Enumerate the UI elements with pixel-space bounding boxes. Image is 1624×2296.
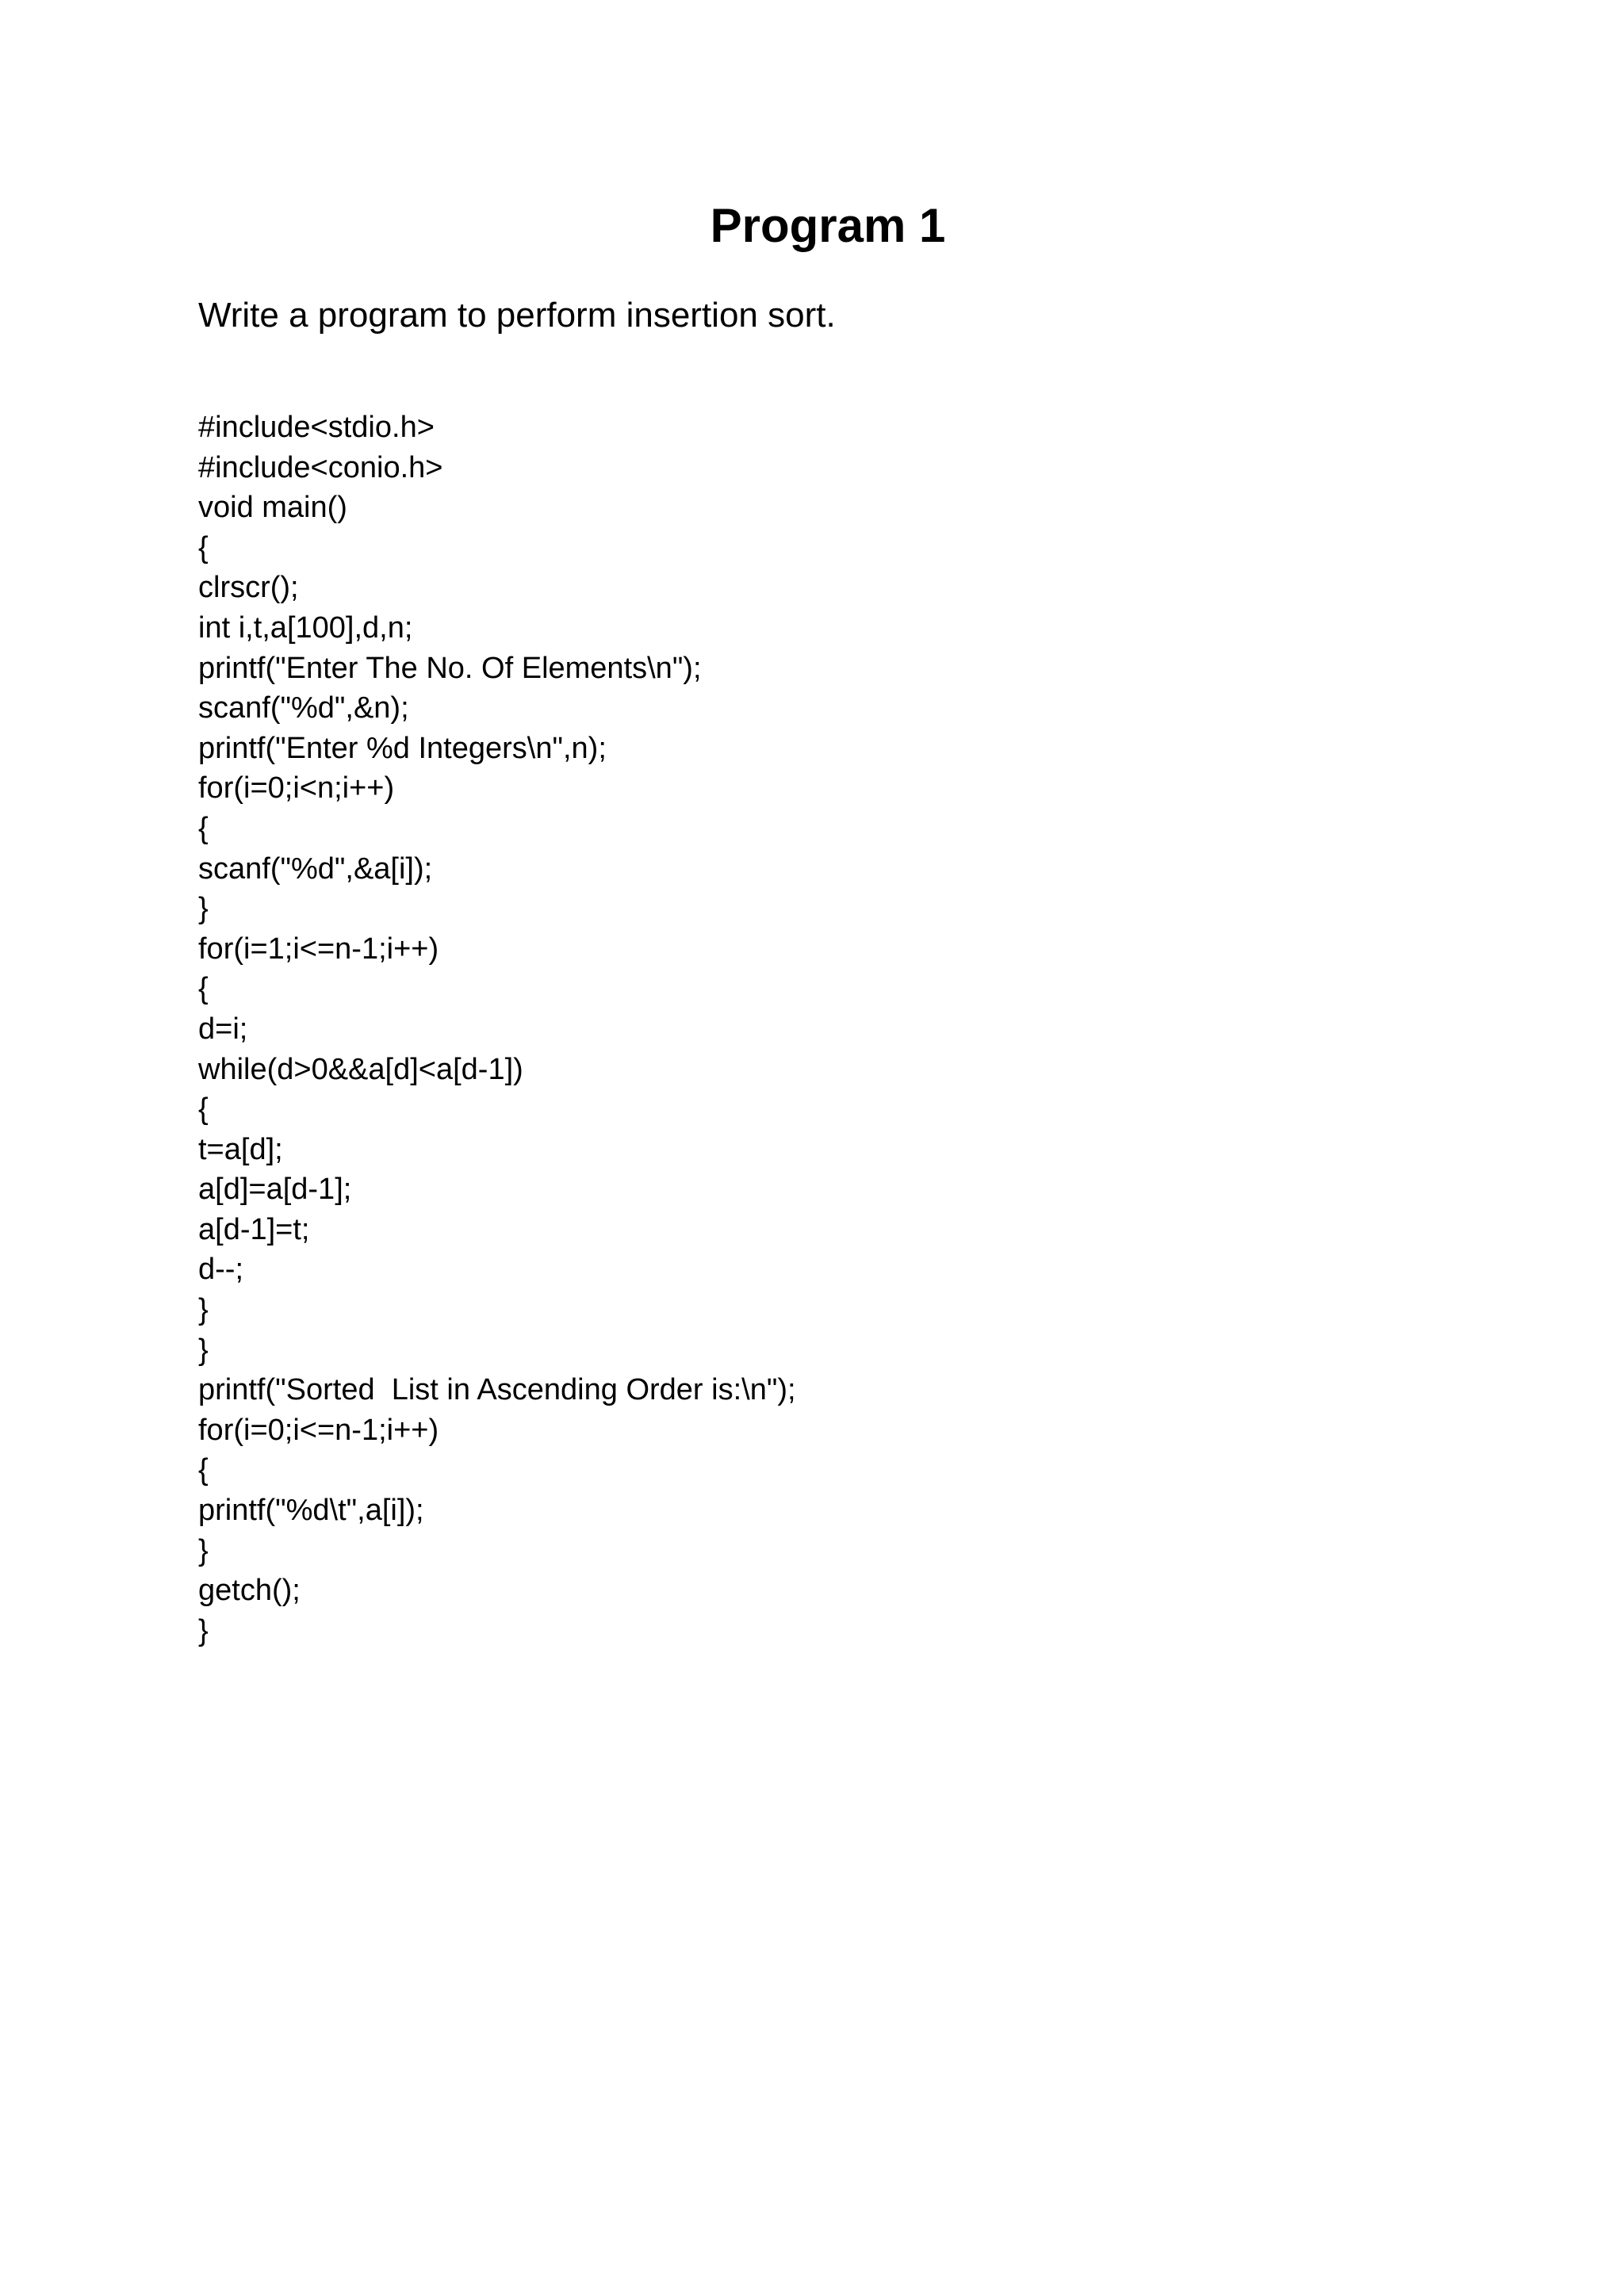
code-line: void main() <box>198 491 347 525</box>
code-line: printf("Enter The No. Of Elements\n"); <box>198 651 702 685</box>
code-line: d=i; <box>198 1012 248 1046</box>
code-line: for(i=0;i<n;i++) <box>198 771 395 806</box>
page-title: Program 1 <box>710 199 946 252</box>
code-line: printf("Sorted List in Ascending Order is:\n"); <box>198 1373 796 1407</box>
code-line: printf("%d\t",a[i]); <box>198 1494 424 1528</box>
code-line: d--; <box>198 1253 243 1287</box>
code-line: for(i=1;i<=n-1;i++) <box>198 932 439 966</box>
code-line: #include<conio.h> <box>198 450 443 484</box>
code-line: } <box>198 1613 209 1647</box>
code-line: int i,t,a[100],d,n; <box>198 610 413 645</box>
code-line: while(d>0&&a[d]<a[d-1]) <box>198 1052 523 1086</box>
code-line: scanf("%d",&n); <box>198 691 409 725</box>
code-line: { <box>198 972 209 1006</box>
code-line: clrscr(); <box>198 571 299 605</box>
program-description: Write a program to perform insertion sort. <box>198 296 836 335</box>
code-line: } <box>198 1533 209 1567</box>
code-line: #include<stdio.h> <box>198 411 435 444</box>
code-line: getch(); <box>198 1574 301 1608</box>
code-line: } <box>198 1333 209 1367</box>
code-line: } <box>198 892 209 926</box>
code-line: for(i=0;i<=n-1;i++) <box>198 1413 439 1447</box>
code-line: scanf("%d",&a[i]); <box>198 851 433 886</box>
code-line: { <box>198 1093 209 1127</box>
code-line: { <box>198 1453 209 1487</box>
code-line: a[d-1]=t; <box>198 1212 310 1246</box>
code-line: t=a[d]; <box>198 1132 283 1166</box>
code-line: printf("Enter %d Integers\n",n); <box>198 731 607 765</box>
code-line: } <box>198 1293 209 1327</box>
code-line: a[d]=a[d-1]; <box>198 1173 352 1207</box>
code-line: { <box>198 811 209 845</box>
code-listing <box>198 408 796 1651</box>
code-line: { <box>198 530 209 564</box>
